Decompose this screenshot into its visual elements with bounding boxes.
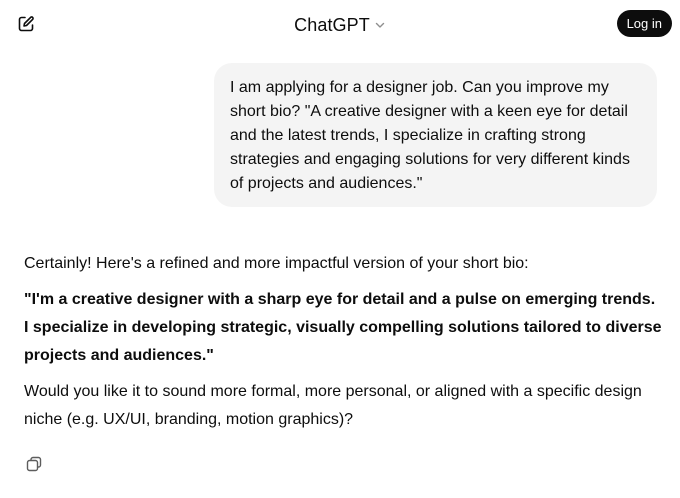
user-message-text: I am applying for a designer job. Can you improve my short bio? "A creative designer with a keen eye for detail and the latest trends, I specialize in crafting strong strategies and engaging solutions for very different kinds of projects and audiences.": [230, 79, 630, 192]
copy-icon: [25, 455, 43, 473]
user-message-bubble: [214, 63, 657, 207]
model-switcher[interactable]: [285, 12, 395, 38]
assistant-followup-text: Would you like it to sound more formal, more personal, or aligned with a specific design niche (e.g. UX/UI, branding, motion graphics)?: [24, 383, 642, 428]
copy-button[interactable]: [22, 452, 46, 476]
chevron-down-icon: [374, 19, 386, 31]
assistant-intro-text: Certainly! Here's a refined and more impactful version of your short bio:: [24, 255, 529, 272]
new-chat-button[interactable]: [12, 10, 40, 38]
compose-icon: [17, 15, 35, 33]
model-title: ChatGPT: [294, 14, 370, 35]
assistant-bio-text: "I'm a creative designer with a sharp eye for detail and a pulse on emerging trends. I specialize in developing strategic, visually compelling solutions tailored to diverse projects and audiences.": [24, 291, 662, 364]
log-in-button[interactable]: Log in: [617, 10, 672, 37]
assistant-message: [24, 252, 664, 434]
top-bar: [0, 0, 680, 48]
